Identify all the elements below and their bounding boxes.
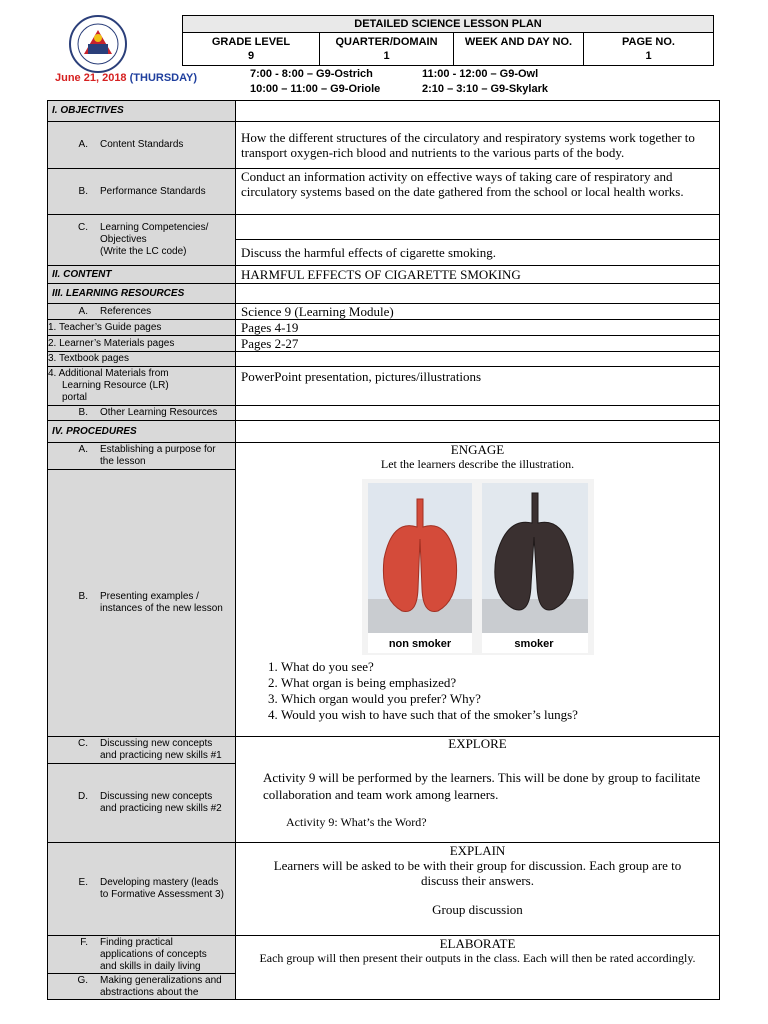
additional-materials-label: 4. Additional Materials from Learning Resource (LR) portal: [48, 367, 236, 406]
schedule-slot-2: 11:00 - 12:00 – G9-Owl: [422, 68, 539, 80]
procedure-g-label: G. Making generalizations and abstractions about the: [48, 974, 236, 1000]
teachers-guide-label: 1. Teacher’s Guide pages: [48, 320, 236, 336]
explain-heading: EXPLAIN: [449, 843, 506, 858]
other-resources-text: [236, 406, 720, 421]
page-no-cell: PAGE NO. 1: [584, 33, 714, 66]
explain-cell: [236, 843, 720, 936]
content-standards-label: A. Content Standards: [48, 122, 236, 169]
content-standards-text: How the different structures of the circulatory and respiratory systems work together to transport oxygen-rich blood and nutrients to the various parts of the body.: [236, 122, 720, 169]
procedure-b-label: B. Presenting examples / instances of the new lesson: [48, 470, 236, 737]
lesson-date: June 21, 2018 (THURSDAY): [55, 72, 198, 84]
quarter-domain-cell: QUARTER/DOMAIN 1: [320, 33, 454, 66]
textbook-text: [236, 352, 720, 367]
competencies-text: Discuss the harmful effects of cigarette smoking.: [241, 245, 496, 260]
grade-level-cell: GRADE LEVEL 9: [183, 33, 320, 66]
references-label: A. References: [48, 304, 236, 320]
explain-text: Learners will be asked to be with their group for discussion. Each group are to discuss their answers.: [273, 858, 682, 888]
elaborate-text: Each group will then present their outputs in the class. Each will then be rated accordingly.: [259, 951, 696, 965]
explore-text: Activity 9 will be performed by the learners. This will be done by group to facilitate collaboration and team work among learners.: [263, 770, 701, 802]
competencies-label: C. Learning Competencies/ Objectives (Write the LC code): [48, 215, 236, 266]
explain-sub: Group discussion: [432, 902, 523, 917]
engage-cell: [236, 443, 720, 737]
lesson-plan-table: [47, 100, 720, 1000]
teachers-guide-text: Pages 4-19: [236, 320, 720, 336]
non-smoker-label: non smoker: [388, 638, 451, 650]
learners-materials-label: 2. Learner’s Materials pages: [48, 336, 236, 352]
additional-materials-text: PowerPoint presentation, pictures/illustrations: [236, 367, 720, 406]
learners-materials-text: Pages 2-27: [236, 336, 720, 352]
elaborate-heading: ELABORATE: [439, 936, 516, 951]
objectives-heading: I. OBJECTIVES: [48, 101, 236, 122]
other-resources-label: B. Other Learning Resources: [48, 406, 236, 421]
performance-standards-label: B. Performance Standards: [48, 169, 236, 215]
references-text: Science 9 (Learning Module): [236, 304, 720, 320]
deped-seal-logo: [50, 14, 146, 74]
explore-heading: EXPLORE: [448, 736, 507, 751]
list-item: 3. Which organ would you prefer? Why?: [281, 691, 719, 707]
explore-cell: [236, 737, 720, 843]
learning-resources-heading: III. LEARNING RESOURCES: [48, 284, 236, 304]
performance-standards-text: Conduct an information activity on effective ways of taking care of respiratory and circulatory systems based on the date gathered from the school or local health works.: [236, 169, 720, 215]
week-day-cell: WEEK AND DAY NO.: [454, 33, 584, 66]
list-item: 1. What do you see?: [281, 659, 719, 675]
content-heading: II. CONTENT: [48, 266, 236, 284]
procedures-heading: IV. PROCEDURES: [48, 421, 236, 443]
textbook-label: 3. Textbook pages: [48, 352, 236, 367]
schedule-slot-1: 7:00 - 8:00 – G9-Ostrich: [250, 68, 373, 80]
list-item: 4. Would you wish to have such that of the smoker’s lungs?: [281, 707, 719, 723]
explore-activity: Activity 9: What’s the Word?: [286, 815, 427, 829]
content-text: HARMFUL EFFECTS OF CIGARETTE SMOKING: [236, 266, 720, 284]
schedule-slot-4: 2:10 – 3:10 – G9-Skylark: [422, 83, 548, 95]
header-table: [182, 15, 714, 66]
elaborate-cell: [236, 936, 720, 1000]
procedure-c-label: C. Discussing new concepts and practicing new skills #1: [48, 737, 236, 764]
procedure-d-label: D. Discussing new concepts and practicing new skills #2: [48, 764, 236, 843]
list-item: 2. What organ is being emphasized?: [281, 675, 719, 691]
schedule-slot-3: 10:00 – 11:00 – G9-Oriole: [250, 83, 381, 95]
engage-text: Let the learners describe the illustration.: [380, 457, 575, 471]
procedure-f-label: F. Finding practical applications of concepts and skills in daily living: [48, 936, 236, 974]
engage-questions: [236, 659, 719, 723]
lungs-comparison-image: [362, 479, 594, 655]
procedure-a-label: A. Establishing a purpose for the lesson: [48, 443, 236, 470]
lesson-plan-title: DETAILED SCIENCE LESSON PLAN: [183, 16, 714, 33]
engage-heading: ENGAGE: [450, 442, 505, 457]
smoker-label: smoker: [513, 638, 554, 650]
procedure-e-label: E. Developing mastery (leads to Formative Assessment 3): [48, 843, 236, 936]
